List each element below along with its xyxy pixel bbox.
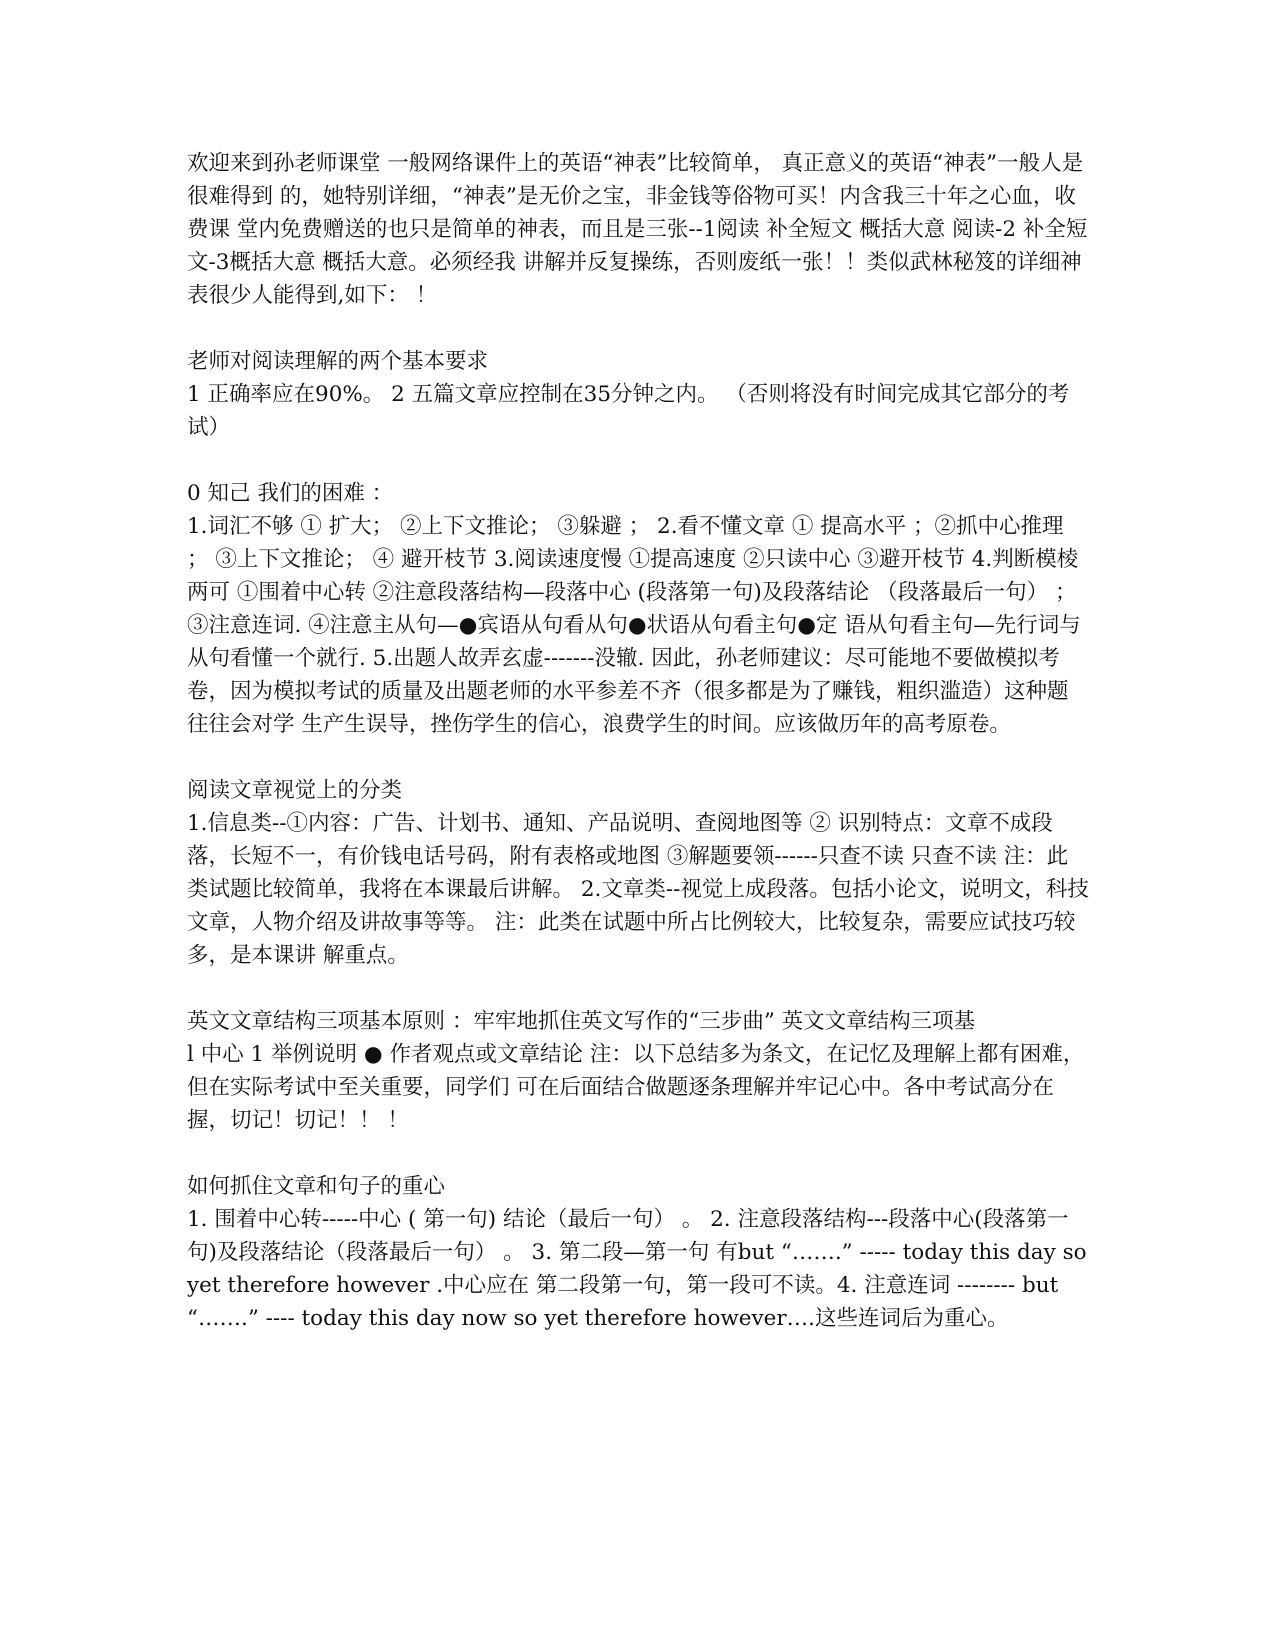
focus-heading: 如何抓住文章和句子的重心 xyxy=(187,1174,446,1199)
intro-paragraph: 欢迎来到孙老师课堂 一般网络课件上的英语“神表”比较简单， 真正意义的英语“神表”一般人是很难得到 的，她特别详细，“神表”是无价之宝，非金钱等俗物可买！内含我三十年之心血，收费课 堂内免费赠送的也只是简单的神表，而且是三张--1阅读 补全短文 概括大意 阅读-2 补全短文-3概括大意 概括大意。必须经我 讲解并反复操练，否则废纸一张！！类似武林秘笈的详细神表很少人能得到,如下： ！ xyxy=(187,151,1088,308)
classification-heading: 阅读文章视觉上的分类 xyxy=(187,778,403,803)
principles-heading: 英文文章结构三项基本原则 ：牢牢地抓住英文写作的“三步曲” 英文文章结构三项基 xyxy=(187,1009,976,1034)
difficulties-heading: 0 知己 我们的困难 ： xyxy=(187,481,394,506)
focus-section xyxy=(187,1170,1089,1335)
classification-body: 1.信息类--①内容：广告、计划书、通知、产品说明、查阅地图等 ② 识别特点：文章不成段落，长短不一，有价钱电话号码，附有表格或地图 ③解题要领------只查不读 只查不读 注：此类试题比较简单，我将在本课最后讲解。 2.文章类--视觉上成段落。包括小论文，说明文，科技文章，人物介绍及讲故事等等。 注：此类在试题中所占比例较大，比较复杂，需要应试技巧较多，是本课讲 解重点。 xyxy=(187,811,1089,968)
document-body xyxy=(187,147,1089,1335)
requirements-heading: 老师对阅读理解的两个基本要求 xyxy=(187,349,489,374)
principles-body: l 中心 1 举例说明 ● 作者观点或文章结论 注：以下总结多为条文，在记忆及理解上都有困难，但在实际考试中至关重要，同学们 可在后面结合做题逐条理解并牢记心中。各中考试高分在握，切记！切记！！ ！ xyxy=(187,1042,1085,1133)
requirements-section xyxy=(187,345,1089,444)
difficulties-body: 1.词汇不够 ① 扩大； ②上下文推论； ③躲避 ； 2.看不懂文章 ① 提高水平 ；②抓中心推理 ； ③上下文推论； ④ 避开枝节 3.阅读速度慢 ①提高速度 ②只读中心 ③避开枝节 4.判断模棱两可 ①围着中心转 ②注意段落结构—段落中心 (段落第一句)及段落结论 （段落最后一句） ；③注意连词. ④注意主从句—●宾语从句看从句●状语从句看主句●定 语从句看主句—先行词与从句看懂一个就行. 5.出题人故弄玄虚-------没辙. 因此，孙老师建议：尽可能地不要做模拟考卷，因为模拟考试的质量及出题老师的水平参差不齐（很多都是为了赚钱，粗织滥造）这种题往往会对学 生产生误导，挫伤学生的信心，浪费学生的时间。应该做历年的高考原卷。 xyxy=(187,514,1081,737)
requirements-body: 1 正确率应在90%。 2 五篇文章应控制在35分钟之内。 （否则将没有时间完成其它部分的考试） xyxy=(187,382,1070,440)
focus-body: 1. 围着中心转-----中心 ( 第一句) 结论（最后一句） 。 2. 注意段落结构---段落中心(段落第一句)及段落结论（段落最后一句） 。 3. 第二段—第一句 有but “…….” ----- today this day so yet therefore however .中心应在 第二段第一句，第一段可不读。4. 注意连词 -------- but “…….” ---- today this day now so yet therefore however….这些连词后为重心。 xyxy=(187,1207,1087,1331)
classification-section xyxy=(187,774,1089,972)
principles-section xyxy=(187,1005,1089,1137)
difficulties-section xyxy=(187,477,1089,741)
